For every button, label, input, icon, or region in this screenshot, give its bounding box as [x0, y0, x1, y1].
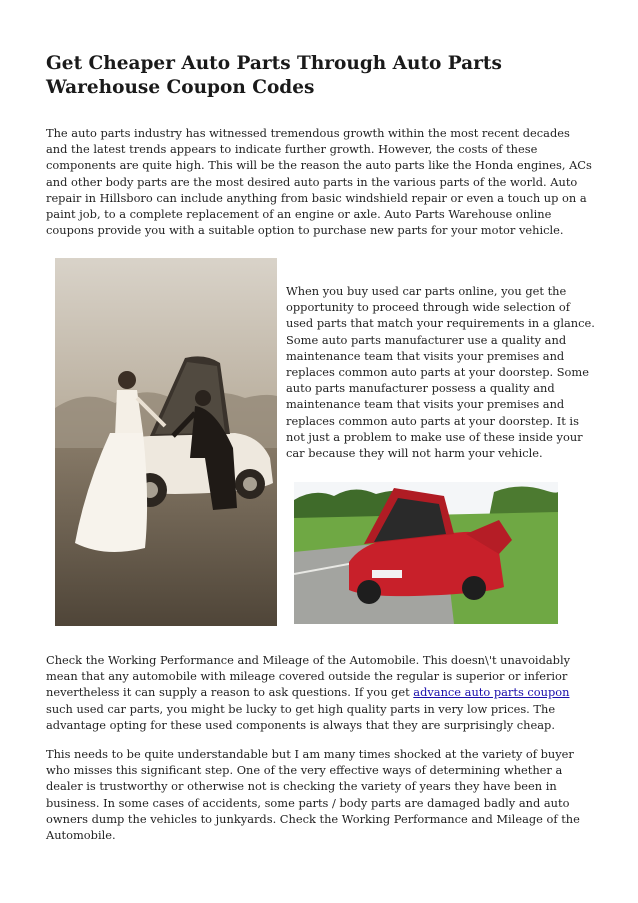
intro-paragraph: The auto parts industry has witnessed tremendous growth within the most recent decades and the latest trends appears to indicate further growth. However, the costs of these components are quite high. This will be the reason the auto parts like the Honda engines, ACs and other body parts are the most desired auto parts in the various parts of the world. Auto repair in Hillsboro can include anything from basic windshield repair or even a touch up on a paint job, to a complete replacement of an engine or axle. Auto Parts Warehouse online coupons provide you with a suitable option to purchase new parts for your motor vehicle. — [46, 126, 592, 238]
advance-auto-parts-coupon-link[interactable]: advance auto parts coupon — [413, 685, 570, 700]
dealer-trust-paragraph: This needs to be quite understandable but I am many times shocked at the variety of buyer who misses this significant step. One of the very effective ways of determining whether a dealer is trustworthy or otherwise not is checking the variety of years they have been in business. In some cases of accidents, some parts / body parts are damaged badly and auto owners dump the vehicles to junkyards. Check the Working Performance and Mileage of the Automobile. — [46, 747, 580, 843]
paragraph3-text-before: Check the Working Performance and Mileage of the Automobile. This doesn\'t unavoidably mean that any automobile with mileage covered outside the regular is superior or inferior nevertheless it can supply a reason to ask questions. If you get — [46, 653, 571, 700]
check-mileage-paragraph — [46, 652, 594, 733]
wedding-car-repair-photo — [55, 258, 277, 626]
used-parts-paragraph: When you buy used car parts online, you get the opportunity to proceed through wide selection of used parts that match your requirements in a glance. Some auto parts manufacturer use a quality and maintenance team that visits your premises and replaces common auto parts at your doorstep. Some auto parts manufacturer possess a quality and maintenance team that visits your premises and replaces common auto parts at your doorstep. It is not just a problem to make use of these inside your car because they will not harm your vehicle. — [286, 284, 595, 461]
paragraph3-text-after: such used car parts, you might be lucky to get high quality parts in very low prices. The advantage opting for these used components is always that they are surprisingly cheap. — [46, 701, 556, 732]
page-title: Get Cheaper Auto Parts Through Auto Parts Warehouse Coupon Codes — [46, 53, 502, 98]
red-car-open-hood-photo — [294, 482, 558, 624]
